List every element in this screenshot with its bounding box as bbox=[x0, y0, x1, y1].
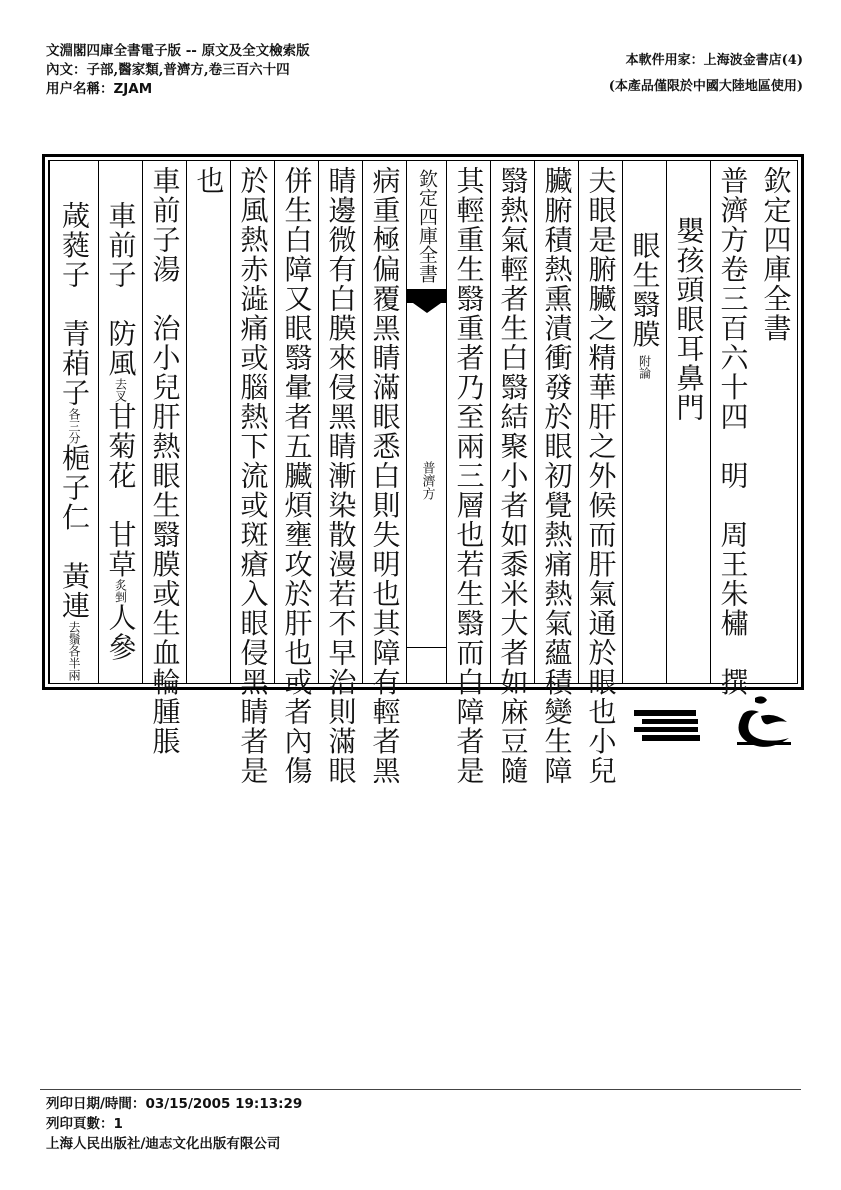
print-pages-line bbox=[46, 1114, 302, 1134]
publisher-logo-mark bbox=[632, 708, 702, 744]
column-text: 睛邊微有白膜來侵黑睛漸染散漫若不早治則滿眼 bbox=[324, 166, 358, 786]
column-text bbox=[104, 201, 138, 662]
column-text: 普濟方卷三百六十四 明 周王朱橚 撰 bbox=[716, 166, 750, 697]
column-text: 於風熱赤澁痛或腦熱下流或斑瘡入眼侵黑睛者是 bbox=[236, 166, 270, 786]
ingredient-note: 炙剉 bbox=[113, 579, 128, 603]
heading: 眼生翳膜 bbox=[628, 231, 662, 349]
column-5 bbox=[578, 161, 622, 786]
fold-rule bbox=[407, 647, 446, 648]
column-text: 也 bbox=[192, 166, 226, 196]
header-edition: 文淵閣四庫全書電子版 -- 原文及全文檢索版 bbox=[46, 43, 310, 59]
column-text bbox=[628, 231, 662, 379]
publisher-line: 上海人民出版社/迪志文化出版有限公司 bbox=[46, 1136, 281, 1152]
ingredient: 葴蕤子 青葙子 bbox=[58, 201, 91, 408]
fish-tail-mark-tip bbox=[413, 303, 441, 313]
column-text bbox=[58, 201, 91, 681]
column-text: 嬰孩頭眼耳鼻門 bbox=[672, 216, 706, 423]
ingredient-note: 去鬚各半兩 bbox=[67, 620, 81, 681]
column-10 bbox=[318, 161, 362, 786]
ingredient-note: 各三分 bbox=[67, 407, 81, 444]
print-pages-value: 1 bbox=[113, 1116, 123, 1132]
column-text: 病重極偏覆黑睛滿眼悉白則失明也其障有輕者黑 bbox=[368, 166, 402, 786]
fold-book-name: 普濟方 bbox=[419, 461, 435, 500]
ingredient: 車前子 防風 bbox=[104, 201, 138, 378]
column-text: 併生白障又眼翳暈者五臟煩壅攻於肝也或者內傷 bbox=[280, 166, 314, 786]
footer-info bbox=[46, 1094, 302, 1154]
column-text: 夫眼是腑臟之精華肝之外候而肝氣通於眼也小兒 bbox=[584, 166, 618, 786]
column-6 bbox=[534, 161, 578, 786]
license-region: (本產品僅限於中國大陸地區使用) bbox=[608, 79, 803, 94]
print-date-value: 03/15/2005 19:13:29 bbox=[145, 1096, 303, 1112]
column-text: 欽定四庫全書 bbox=[759, 166, 793, 343]
print-date-label: 列印日期/時間： bbox=[46, 1096, 146, 1112]
column-text: 臟腑積熱熏漬衝發於眼初覺熱痛熱氣蘊積變生障 bbox=[540, 166, 574, 786]
book-page-inner bbox=[48, 160, 798, 786]
heading-note: 附論 bbox=[637, 355, 652, 379]
column-15 bbox=[98, 161, 142, 683]
column-11 bbox=[274, 161, 318, 786]
license-user: 本軟件用家：上海波金書店(4) bbox=[625, 53, 803, 68]
footer-rule bbox=[40, 1089, 801, 1090]
header-username bbox=[46, 80, 310, 99]
column-text: 其輕重生翳重者乃至兩三層也若生翳而白障者是 bbox=[452, 166, 486, 786]
seal-logo bbox=[733, 694, 795, 750]
column-13 bbox=[186, 161, 230, 683]
ingredient: 人參 bbox=[104, 603, 138, 662]
fold-title: 欽定四庫全書 bbox=[416, 169, 438, 283]
ingredient: 甘菊花 甘草 bbox=[104, 402, 138, 579]
column-14 bbox=[142, 161, 186, 756]
column-1 bbox=[754, 161, 797, 683]
fold-column bbox=[406, 161, 446, 683]
username-value: ZJAM bbox=[113, 81, 153, 97]
column-12 bbox=[230, 161, 274, 786]
username-label: 用户名稱： bbox=[46, 81, 114, 97]
print-pages-label: 列印頁數： bbox=[46, 1116, 114, 1132]
column-3 bbox=[666, 161, 710, 683]
ingredient-note: 去叉 bbox=[113, 378, 128, 402]
column-16 bbox=[49, 161, 98, 683]
column-4 bbox=[622, 161, 666, 683]
column-2 bbox=[710, 161, 754, 697]
header-license bbox=[609, 48, 803, 100]
column-7 bbox=[490, 161, 534, 786]
fish-tail-mark bbox=[407, 289, 446, 303]
ingredient: 梔子仁 黃連 bbox=[58, 443, 91, 621]
book-page-frame bbox=[42, 154, 804, 786]
print-date-line bbox=[46, 1094, 302, 1114]
column-text: 車前子湯 治小兒肝熱眼生翳膜或生血輪腫脹 bbox=[148, 166, 182, 756]
header-info bbox=[46, 42, 310, 99]
column-9 bbox=[362, 161, 406, 786]
column-text: 翳熱氣輕者生白翳結聚小者如黍米大者如麻豆隨 bbox=[496, 166, 530, 786]
column-8 bbox=[446, 161, 490, 786]
header-content-path: 內文：子部,醫家類,普濟方,卷三百六十四 bbox=[46, 62, 290, 78]
